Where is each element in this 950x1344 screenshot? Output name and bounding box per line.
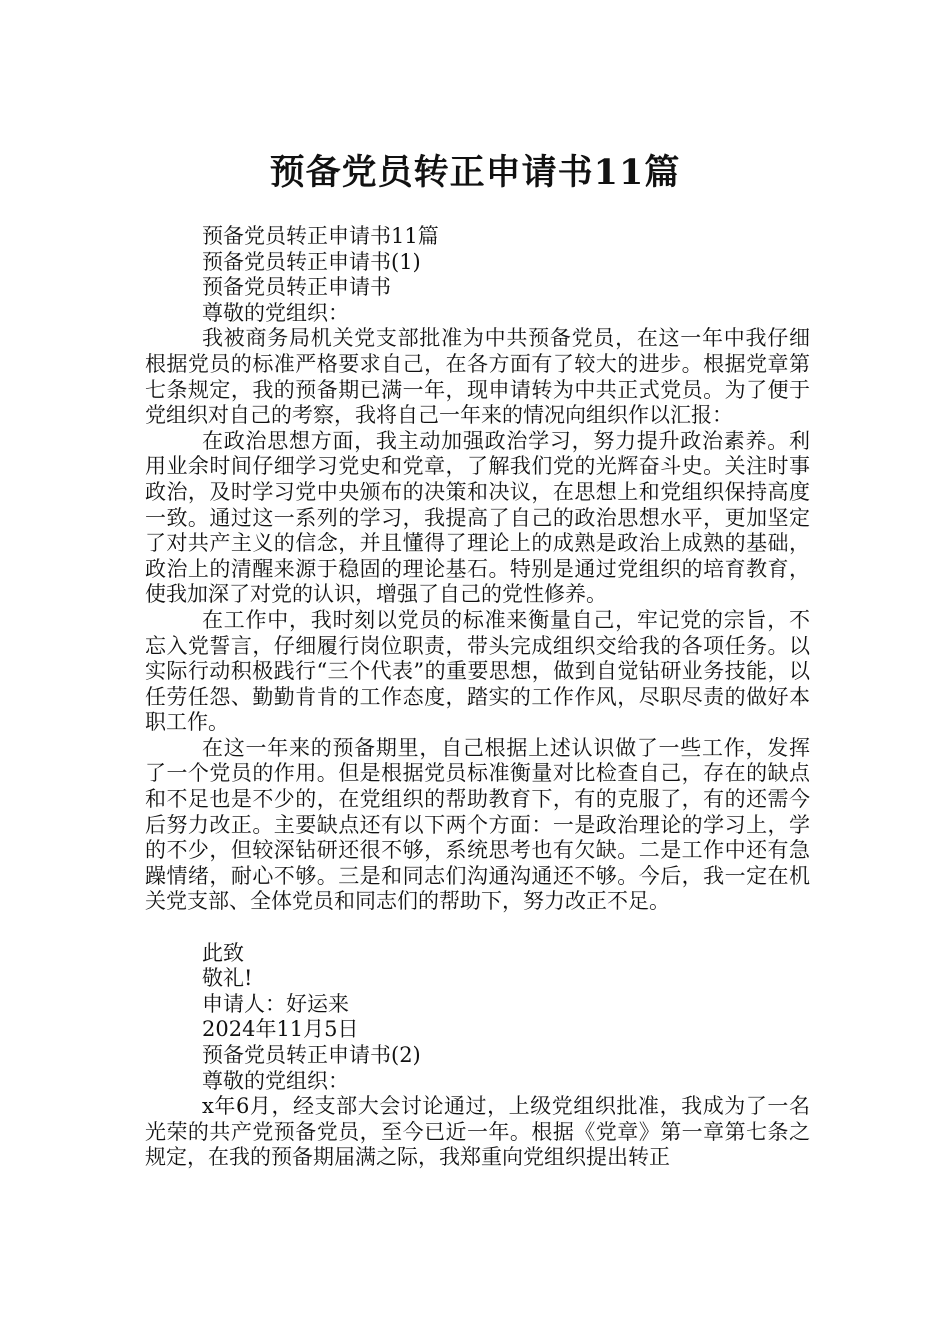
signature: 申请人：好运来 <box>202 991 349 1016</box>
text-line: 预备党员转正申请书 <box>202 275 391 300</box>
text-line: 预备党员转正申请书11篇 <box>202 224 439 248</box>
document-body <box>145 224 810 1171</box>
text-line: 预备党员转正申请书(1) <box>202 249 421 274</box>
paragraph: 在工作中，我时刻以党员的标准来衡量自己，牢记党的宗旨，不忘入党誓言，仔细履行岗位职责，带头完成组织交给我的各项任务。以实际行动积极践行“三个代表”的重要思想，做到自觉钻研业务技能，以任劳任怨、勤勤肯肯的工作态度，踏实的工作作风，尽职尽责的做好本职工作。 <box>145 607 810 735</box>
spacer <box>145 915 810 941</box>
closing-line: 此致 <box>202 940 244 965</box>
paragraph: 我被商务局机关党支部批准为中共预备党员，在这一年中我仔细根据党员的标准严格要求自己，在各方面有了较大的进步。根据党章第七条规定，我的预备期已满一年，现申请转为中共正式党员。为了便于党组织对自己的考察，我将自己一年来的情况向组织作以汇报： <box>145 326 810 428</box>
closing-line: 敬礼! <box>202 966 253 991</box>
salutation: 尊敬的党组织： <box>202 300 349 325</box>
section-heading: 预备党员转正申请书(2) <box>202 1043 421 1067</box>
paragraph: 在这一年来的预备期里，自己根据上述认识做了一些工作，发挥了一个党员的作用。但是根据党员标准衡量对比检查自己，存在的缺点和不足也是不少的，在党组织的帮助教育下，有的克服了，有的还需今后努力改正。主要缺点还有以下两个方面：一是政治理论的学习上，学的不少，但较深钻研还很不够，系统思考也有欠缺。二是工作中还有急躁情绪，耐心不够。三是和同志们沟通沟通还不够。今后，我一定在机关党支部、全体党员和同志们的帮助下，努力改正不足。 <box>145 735 810 914</box>
date: 2024年11月5日 <box>202 1017 359 1042</box>
paragraph: x年6月，经支部大会讨论通过，上级党组织批准，我成为了一名光荣的共产党预备党员，至今已近一年。根据《党章》第一章第七条之规定，在我的预备期届满之际，我郑重向党组织提出转正 <box>145 1094 810 1170</box>
document-title: 预备党员转正申请书11篇 <box>269 152 681 194</box>
salutation: 尊敬的党组织： <box>202 1068 349 1093</box>
paragraph: 在政治思想方面，我主动加强政治学习，努力提升政治素养。利用业余时间仔细学习党史和党章，了解我们党的光辉奋斗史。关注时事政治，及时学习党中央颁布的决策和决议，在思想上和党组织保持高度一致。通过这一系列的学习，我提高了自己的政治思想水平，更加坚定了对共产主义的信念，并且懂得了理论上的成熟是政治上成熟的基础，政治上的清醒来源于稳固的理论基石。特别是通过党组织的培育教育，使我加深了对党的认识，增强了自己的党性修养。 <box>145 428 810 607</box>
